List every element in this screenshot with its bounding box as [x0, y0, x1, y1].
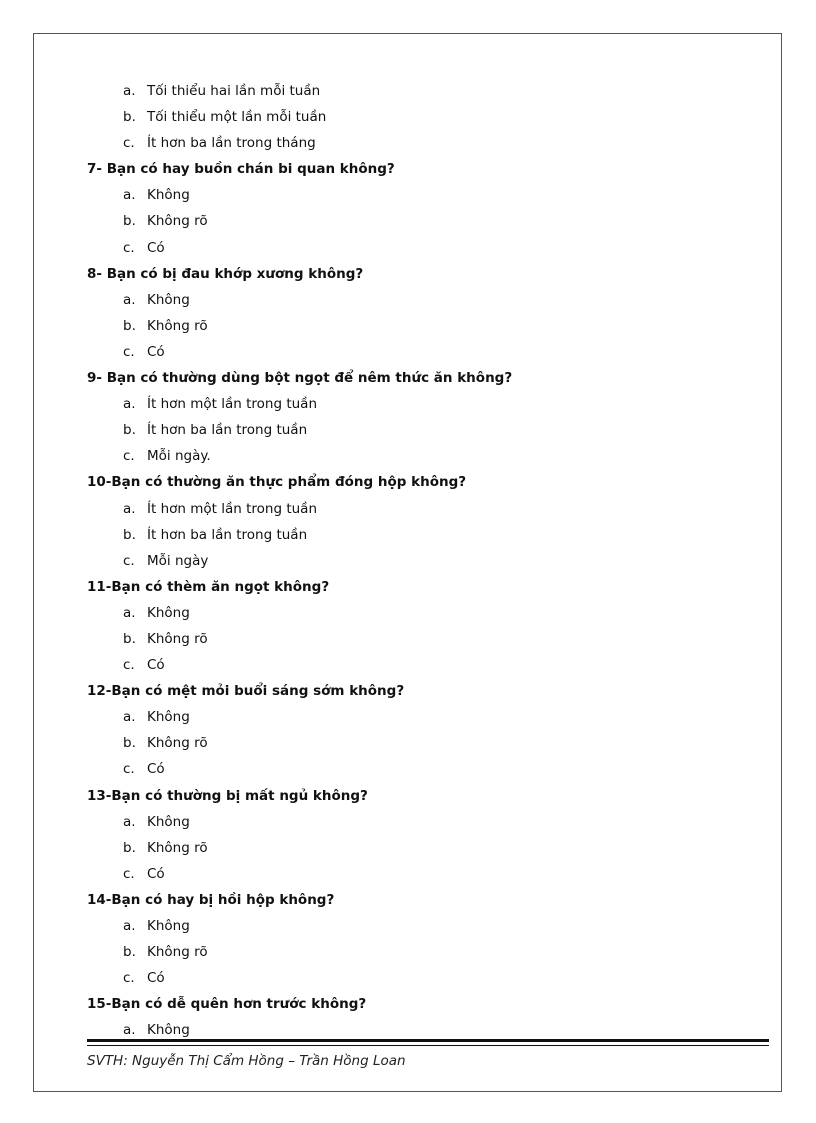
answer-option — [87, 861, 767, 887]
answer-option — [87, 730, 767, 756]
footer-author-line: SVTH: Nguyễn Thị Cẩm Hồng – Trần Hồng Loan — [87, 1053, 406, 1069]
question-heading: 14-Bạn có hay bị hồi hộp không? — [87, 891, 335, 908]
answer-option — [87, 626, 767, 652]
option-text: Không — [147, 291, 190, 308]
option-text: Có — [147, 657, 165, 674]
option-letter: a. — [123, 291, 136, 308]
answer-option — [87, 939, 767, 965]
question-heading: 8- Bạn có bị đau khớp xương không? — [87, 265, 364, 282]
option-letter: c. — [123, 239, 135, 256]
option-letter: a. — [123, 396, 136, 413]
answer-option — [87, 496, 767, 522]
option-letter: a. — [123, 813, 136, 830]
option-text: Tối thiểu một lần mỗi tuần — [147, 109, 327, 126]
option-text: Không — [147, 187, 190, 204]
answer-option — [87, 235, 767, 261]
option-text: Có — [147, 865, 165, 882]
option-letter: b. — [123, 839, 136, 856]
option-letter: c. — [123, 657, 135, 674]
option-text: Ít hơn ba lần trong tháng — [147, 135, 316, 152]
option-letter: a. — [123, 1022, 136, 1039]
option-text: Ít hơn ba lần trong tuần — [147, 526, 308, 543]
option-text: Tối thiểu hai lần mỗi tuần — [147, 83, 321, 99]
option-text: Không — [147, 709, 190, 726]
option-text: Không — [147, 813, 190, 830]
answer-option — [87, 391, 767, 417]
answer-option — [87, 417, 767, 443]
answer-option — [87, 548, 767, 574]
answer-option — [87, 809, 767, 835]
option-letter: c. — [123, 865, 135, 882]
answer-option — [87, 130, 767, 156]
option-text: Không rõ — [147, 213, 208, 230]
option-text: Không — [147, 1022, 190, 1039]
question-heading: 15-Bạn có dễ quên hơn trước không? — [87, 996, 367, 1013]
option-text: Có — [147, 970, 165, 987]
option-letter: a. — [123, 83, 136, 99]
answer-option — [87, 313, 767, 339]
option-letter: c. — [123, 343, 135, 360]
question-heading: 11-Bạn có thèm ăn ngọt không? — [87, 578, 330, 595]
option-text: Ít hơn một lần trong tuần — [147, 396, 317, 413]
questionnaire-body — [87, 78, 767, 1043]
option-text: Không rõ — [147, 944, 208, 961]
answer-option — [87, 78, 767, 104]
option-letter: c. — [123, 970, 135, 987]
answer-option — [87, 913, 767, 939]
answer-option — [87, 652, 767, 678]
footer-rule-thin — [87, 1045, 769, 1046]
option-text: Ít hơn một lần trong tuần — [147, 500, 317, 517]
question-heading: 7- Bạn có hay buồn chán bi quan không? — [87, 161, 395, 178]
option-letter: b. — [123, 944, 136, 961]
option-letter: c. — [123, 552, 135, 569]
option-text: Mỗi ngày. — [147, 448, 211, 465]
option-text: Không rõ — [147, 839, 208, 856]
answer-option — [87, 704, 767, 730]
option-text: Không — [147, 918, 190, 934]
option-text: Mỗi ngày — [147, 552, 209, 569]
question-heading: 13-Bạn có thường bị mất ngủ không? — [87, 787, 368, 804]
answer-option — [87, 600, 767, 626]
option-letter: c. — [123, 761, 135, 778]
option-letter: b. — [123, 109, 136, 126]
answer-option — [87, 443, 767, 469]
answer-option — [87, 835, 767, 861]
option-text: Không rõ — [147, 735, 208, 752]
option-letter: a. — [123, 187, 136, 204]
option-letter: a. — [123, 709, 136, 726]
option-letter: c. — [123, 135, 135, 152]
answer-option — [87, 182, 767, 208]
option-text: Có — [147, 761, 165, 778]
option-text: Không rõ — [147, 630, 208, 647]
option-letter: b. — [123, 213, 136, 230]
answer-option — [87, 339, 767, 365]
option-text: Có — [147, 239, 165, 256]
answer-option — [87, 756, 767, 782]
option-letter: a. — [123, 500, 136, 517]
option-letter: b. — [123, 317, 136, 334]
option-letter: b. — [123, 630, 136, 647]
option-letter: c. — [123, 448, 135, 465]
answer-option — [87, 965, 767, 991]
answer-option — [87, 522, 767, 548]
option-text: Có — [147, 343, 165, 360]
answer-option — [87, 287, 767, 313]
footer-rule — [87, 1039, 769, 1042]
question-heading: 9- Bạn có thường dùng bột ngọt để nêm thức ăn không? — [87, 370, 513, 387]
option-letter: a. — [123, 604, 136, 621]
option-text: Không — [147, 604, 190, 621]
question-heading: 10-Bạn có thường ăn thực phẩm đóng hộp không? — [87, 474, 467, 491]
question-heading: 12-Bạn có mệt mỏi buổi sáng sớm không? — [87, 683, 405, 700]
answer-option — [87, 208, 767, 234]
option-letter: b. — [123, 526, 136, 543]
option-letter: a. — [123, 918, 136, 934]
option-text: Không rõ — [147, 317, 208, 334]
answer-option — [87, 104, 767, 130]
option-text: Ít hơn ba lần trong tuần — [147, 422, 308, 439]
option-letter: b. — [123, 422, 136, 439]
option-letter: b. — [123, 735, 136, 752]
